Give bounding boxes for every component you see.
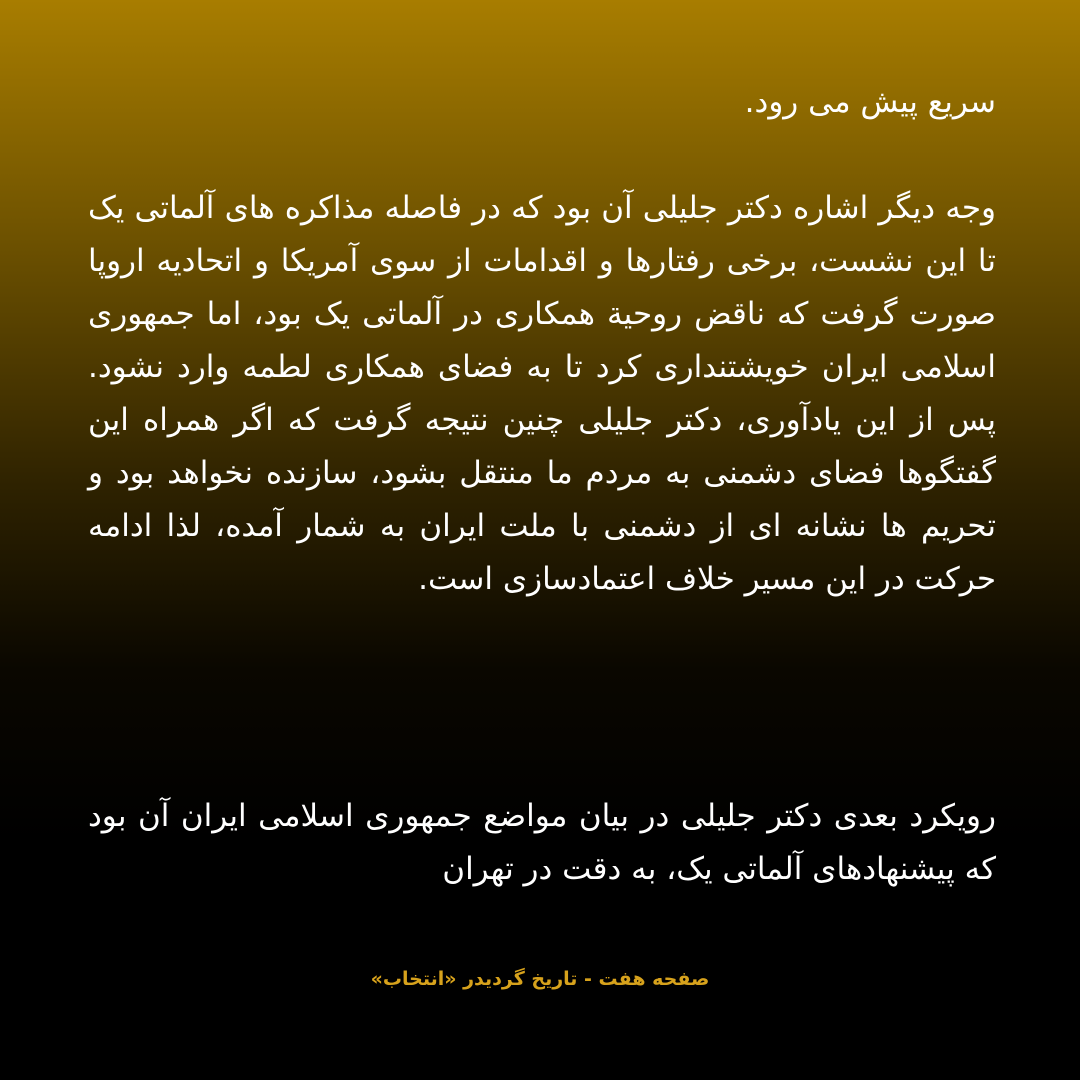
paragraph-3 <box>88 790 996 896</box>
paragraph-3-text: رویکرد بعدی دکتر جلیلی در بیان مواضع جمهوری اسلامی ایران آن بود که پیشنهادهای آلماتی یک، به دقت در تهران <box>88 798 996 887</box>
paragraph-2-text: وجه دیگر اشاره دکتر جلیلی آن بود که در فاصله مذاکره های آلماتی یک تا این نشست، برخی رفتارها و اقدامات از سوی آمریکا و اتحادیه اروپا صورت گرفت که ناقض روحیة همکاری در آلماتی یک بود، اما جمهوری اسلامی ایران خویشتنداری کرد تا به فضای همکاری لطمه وارد نشود. پس از این یادآوری، دکتر جلیلی چنین نتیجه گرفت که اگر همراه این گفتگوها فضای دشمنی به مردم ما منتقل بشود، سازنده نخواهد بود و تحریم ها نشانه ای از دشمنی با ملت ایران به شمار آمده، لذا ادامه حرکت در این مسیر خلاف اعتمادسازی است. <box>88 190 996 597</box>
paragraph-2 <box>88 182 996 606</box>
paragraph-1-text: سریع پیش می رود. <box>744 84 996 120</box>
page-footer: صفحه هفت - تاریخ گردیدر «انتخاب» <box>370 968 710 990</box>
paragraph-1 <box>88 76 996 129</box>
